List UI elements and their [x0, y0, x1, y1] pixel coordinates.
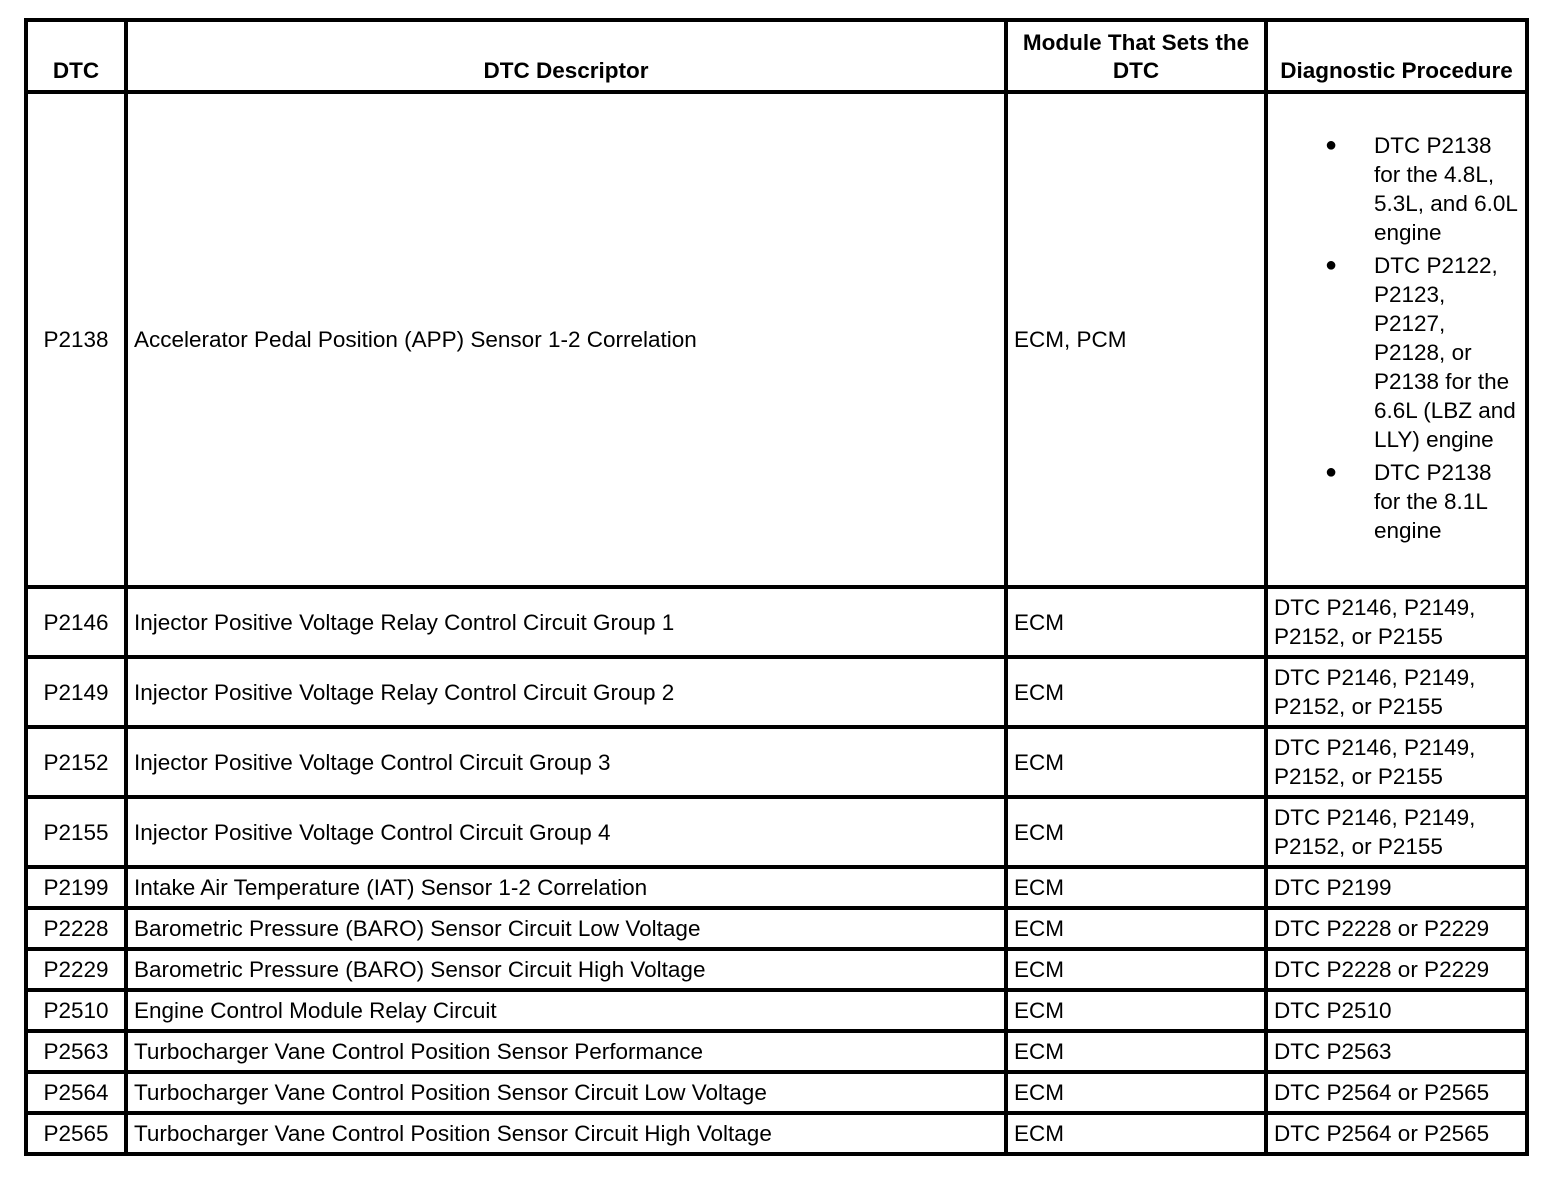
dtc-procedure[interactable]: DTC P2146, P2149, P2152, or P2155 [1266, 587, 1527, 657]
header-procedure: Diagnostic Procedure [1266, 20, 1527, 92]
dtc-code: P2152 [26, 727, 126, 797]
dtc-descriptor: Barometric Pressure (BARO) Sensor Circuit Low Voltage [126, 908, 1006, 949]
table-header-row [26, 20, 1527, 92]
dtc-code: P2146 [26, 587, 126, 657]
procedure-list [1274, 131, 1519, 545]
bullet-icon: ● [1325, 253, 1338, 276]
dtc-module: ECM [1006, 1113, 1266, 1154]
dtc-procedure[interactable]: DTC P2146, P2149, P2152, or P2155 [1266, 657, 1527, 727]
table-row [26, 657, 1527, 727]
dtc-procedure[interactable]: DTC P2228 or P2229 [1266, 908, 1527, 949]
dtc-procedure[interactable]: DTC P2228 or P2229 [1266, 949, 1527, 990]
table-row [26, 727, 1527, 797]
dtc-module: ECM [1006, 587, 1266, 657]
dtc-module: ECM [1006, 727, 1266, 797]
dtc-descriptor: Barometric Pressure (BARO) Sensor Circuit High Voltage [126, 949, 1006, 990]
table-row [26, 797, 1527, 867]
dtc-procedure[interactable]: DTC P2564 or P2565 [1266, 1113, 1527, 1154]
dtc-procedure [1266, 92, 1527, 587]
bullet-icon: ● [1325, 460, 1338, 483]
dtc-code: P2564 [26, 1072, 126, 1113]
dtc-descriptor: Intake Air Temperature (IAT) Sensor 1-2 Correlation [126, 867, 1006, 908]
dtc-code: P2228 [26, 908, 126, 949]
procedure-link[interactable]: DTC P2138 for the 4.8L, 5.3L, and 6.0L engine [1374, 132, 1518, 245]
dtc-code: P2565 [26, 1113, 126, 1154]
dtc-code: P2199 [26, 867, 126, 908]
header-module: Module That Sets the DTC [1006, 20, 1266, 92]
dtc-module: ECM [1006, 797, 1266, 867]
dtc-descriptor: Injector Positive Voltage Relay Control Circuit Group 1 [126, 587, 1006, 657]
dtc-descriptor: Accelerator Pedal Position (APP) Sensor 1-2 Correlation [126, 92, 1006, 587]
dtc-code: P2155 [26, 797, 126, 867]
table-row [26, 1113, 1527, 1154]
table-row [26, 587, 1527, 657]
dtc-module: ECM [1006, 949, 1266, 990]
table-row [26, 908, 1527, 949]
dtc-descriptor: Injector Positive Voltage Control Circuit Group 3 [126, 727, 1006, 797]
dtc-descriptor: Injector Positive Voltage Control Circuit Group 4 [126, 797, 1006, 867]
dtc-descriptor: Engine Control Module Relay Circuit [126, 990, 1006, 1031]
dtc-table [24, 18, 1529, 1156]
procedure-list-item [1274, 251, 1519, 454]
dtc-procedure[interactable]: DTC P2146, P2149, P2152, or P2155 [1266, 727, 1527, 797]
dtc-code: P2563 [26, 1031, 126, 1072]
dtc-descriptor: Injector Positive Voltage Relay Control Circuit Group 2 [126, 657, 1006, 727]
table-row [26, 92, 1527, 587]
dtc-module: ECM [1006, 1072, 1266, 1113]
dtc-descriptor: Turbocharger Vane Control Position Sensor Circuit High Voltage [126, 1113, 1006, 1154]
bullet-icon: ● [1325, 133, 1338, 156]
dtc-module: ECM [1006, 990, 1266, 1031]
table-row [26, 867, 1527, 908]
dtc-code: P2138 [26, 92, 126, 587]
procedure-list-item [1274, 131, 1519, 247]
procedure-list-item [1274, 458, 1519, 545]
dtc-procedure[interactable]: DTC P2199 [1266, 867, 1527, 908]
dtc-module: ECM, PCM [1006, 92, 1266, 587]
table-row [26, 1072, 1527, 1113]
header-dtc: DTC [26, 20, 126, 92]
procedure-link[interactable]: DTC P2138 for the 8.1L engine [1374, 459, 1492, 543]
dtc-code: P2510 [26, 990, 126, 1031]
dtc-code: P2229 [26, 949, 126, 990]
dtc-descriptor: Turbocharger Vane Control Position Sensor Performance [126, 1031, 1006, 1072]
table-row [26, 949, 1527, 990]
dtc-procedure[interactable]: DTC P2146, P2149, P2152, or P2155 [1266, 797, 1527, 867]
dtc-descriptor: Turbocharger Vane Control Position Sensor Circuit Low Voltage [126, 1072, 1006, 1113]
dtc-module: ECM [1006, 657, 1266, 727]
procedure-link[interactable]: DTC P2122, P2123, P2127, P2128, or P2138 for the 6.6L (LBZ and LLY) engine [1374, 252, 1516, 452]
table-row [26, 1031, 1527, 1072]
dtc-procedure[interactable]: DTC P2563 [1266, 1031, 1527, 1072]
dtc-module: ECM [1006, 1031, 1266, 1072]
dtc-module: ECM [1006, 867, 1266, 908]
dtc-procedure[interactable]: DTC P2510 [1266, 990, 1527, 1031]
dtc-module: ECM [1006, 908, 1266, 949]
header-descriptor: DTC Descriptor [126, 20, 1006, 92]
dtc-procedure[interactable]: DTC P2564 or P2565 [1266, 1072, 1527, 1113]
dtc-code: P2149 [26, 657, 126, 727]
table-row [26, 990, 1527, 1031]
